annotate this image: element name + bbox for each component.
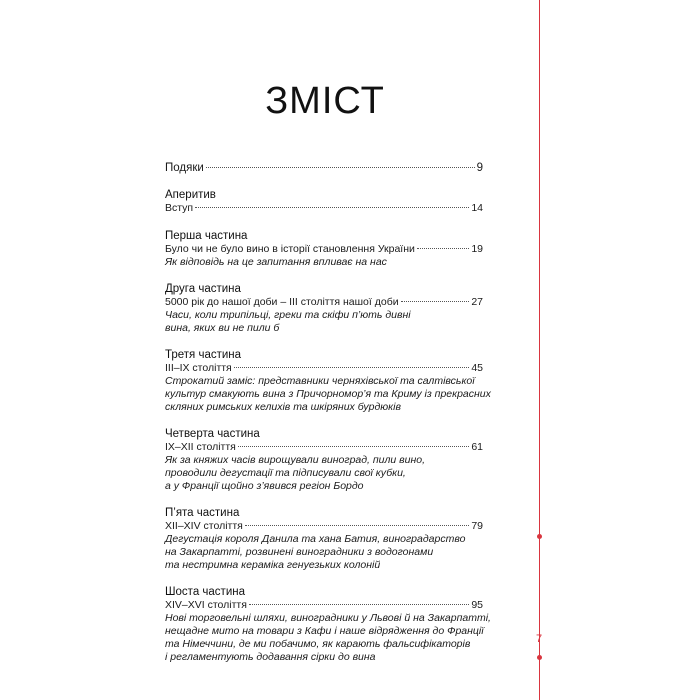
toc-entry-label: Вступ xyxy=(165,202,194,214)
part-title: Четверта частина xyxy=(165,428,260,440)
part-description: Дегустація короля Данила та хана Батия, виноградарство xyxy=(165,533,466,545)
toc-entry-label: ХІV–ХVІ століття xyxy=(165,599,247,611)
toc-entry-intro[interactable] xyxy=(165,202,483,215)
leader-dots xyxy=(206,167,475,168)
part-title: Третя частина xyxy=(165,349,242,361)
part-description: нещадне мито на товари з Кафи і наше відрядження до Франції xyxy=(165,625,484,637)
part-title: Друга частина xyxy=(165,283,241,295)
part-description: а у Франції щойно з’явився регіон Бордо xyxy=(165,480,364,492)
toc-entry-label: Подяки xyxy=(165,162,204,174)
part-description: Як за княжих часів вирощували виноград, пили вино, xyxy=(165,454,426,466)
leader-dots xyxy=(234,367,470,368)
leader-dots xyxy=(245,525,469,526)
leader-dots xyxy=(195,207,469,208)
page-title: ЗМІСТ xyxy=(265,80,385,122)
toc-entry[interactable] xyxy=(165,362,483,375)
part-description: культур смакують вина з Причорномор’я та Криму із прекрасних xyxy=(165,388,491,400)
ribbon-knot xyxy=(537,534,542,539)
part-title: Шоста частина xyxy=(165,586,245,598)
toc-entry-label: ІХ–ХІІ століття xyxy=(165,441,236,453)
bookmark-ribbon xyxy=(539,0,540,700)
leader-dots xyxy=(417,248,469,249)
table-of-contents xyxy=(165,161,491,664)
page-number: 7 xyxy=(536,633,543,645)
toc-part-5 xyxy=(165,506,483,572)
part-title: П’ята частина xyxy=(165,507,240,519)
toc-entry[interactable] xyxy=(165,520,483,533)
toc-entry-page: 14 xyxy=(471,202,483,214)
toc-entry-thanks[interactable] xyxy=(165,161,483,175)
part-description: та Німеччини, де ми побачимо, як карають фальсифікаторів xyxy=(165,638,471,650)
part-description: проводили дегустації та підписували свої кубки, xyxy=(165,467,406,479)
toc-entry[interactable] xyxy=(165,441,483,454)
toc-entry-page: 45 xyxy=(471,362,483,374)
leader-dots xyxy=(238,446,469,447)
toc-part-6 xyxy=(165,585,491,664)
toc-entry-page: 79 xyxy=(471,520,483,532)
toc-entry-label: ХІІ–ХІV століття xyxy=(165,520,243,532)
toc-entry-label: ІІІ–ІХ століття xyxy=(165,362,232,374)
toc-part-3 xyxy=(165,348,491,414)
leader-dots xyxy=(401,301,470,302)
part-description: та нестримна кераміка генуезьких колоній xyxy=(165,559,381,571)
toc-part-4 xyxy=(165,427,483,493)
toc-entry-page: 95 xyxy=(471,599,483,611)
part-description: вина, яких ви не пили б xyxy=(165,322,280,334)
part-description: на Закарпатті, розвинені виноградники з водогонами xyxy=(165,546,434,558)
toc-entry-page: 9 xyxy=(476,162,483,174)
toc-part-1 xyxy=(165,229,483,269)
part-description: Нові торговельні шляхи, виноградники у Львові й на Закарпатті, xyxy=(165,612,491,624)
toc-entry-page: 27 xyxy=(471,296,483,308)
section-title: Аперитив xyxy=(165,189,216,201)
part-description: скляних римських келихів та шкіряних бурдюків xyxy=(165,401,401,413)
part-description: і регламентують додавання сірки до вина xyxy=(165,651,376,663)
toc-entry-label: Було чи не було вино в історії становлення України xyxy=(165,243,415,255)
toc-entry-label: 5000 рік до нашої доби – ІІІ століття нашої доби xyxy=(165,296,399,308)
leader-dots xyxy=(249,604,469,605)
part-description: Часи, коли трипільці, греки та скіфи п’ють дивні xyxy=(165,309,411,321)
toc-entry[interactable] xyxy=(165,243,483,256)
toc-entry[interactable] xyxy=(165,296,483,309)
toc-entry[interactable] xyxy=(165,599,483,612)
toc-part-2 xyxy=(165,282,483,335)
toc-entry-page: 19 xyxy=(471,243,483,255)
part-description: Строкатий заміс: представники черняхівської та салтівської xyxy=(165,375,475,387)
toc-entry-page: 61 xyxy=(471,441,483,453)
part-description: Як відповідь на це запитання впливає на нас xyxy=(165,256,387,268)
part-title: Перша частина xyxy=(165,230,248,242)
toc-section-aperitif xyxy=(165,188,483,215)
ribbon-knot xyxy=(537,655,542,660)
